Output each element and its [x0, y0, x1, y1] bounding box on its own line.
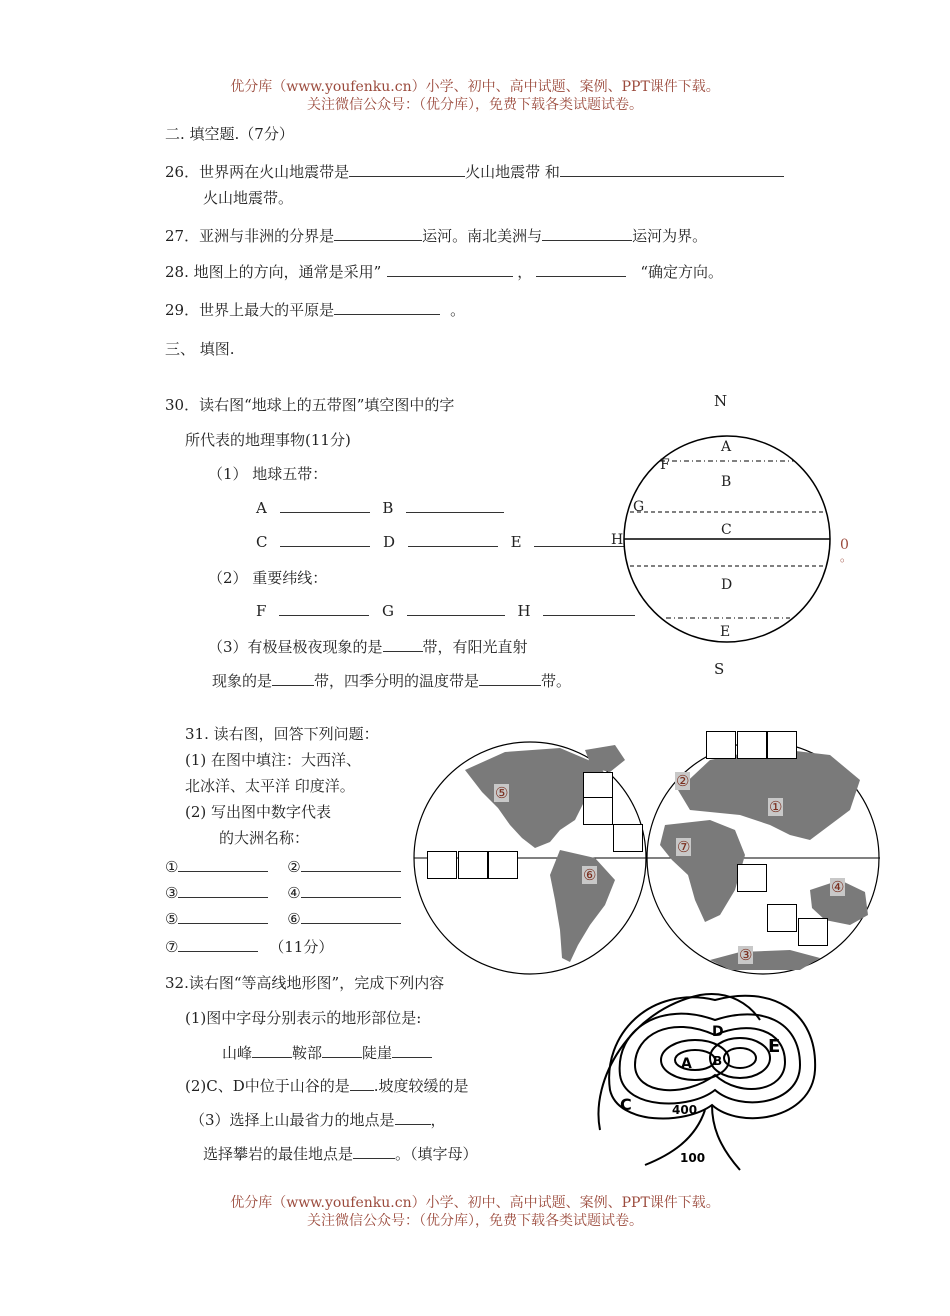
q28-blank-1[interactable]: [387, 262, 513, 277]
label-c: C: [256, 533, 268, 551]
q30-sub3-c: 现象的是: [212, 672, 273, 690]
question-26: [165, 161, 784, 182]
globe-a: A: [721, 439, 732, 455]
q31-n2: ②: [287, 858, 301, 876]
q28-text-c: “确定方向。: [640, 263, 723, 281]
map-label-3: ③: [739, 946, 753, 964]
q32-line5-b: ，: [430, 1111, 446, 1129]
map-label-5: ⑤: [495, 784, 509, 802]
blank-cliff[interactable]: [392, 1043, 432, 1058]
section-3-title: 三、 填图.: [165, 340, 235, 358]
q32-line4-b: .坡度较缓的是: [373, 1077, 469, 1095]
blank-cont-3[interactable]: [178, 883, 268, 898]
q32-line-3: [222, 1042, 432, 1063]
q32-line-2: (1)图中字母分别表示的地形部位是:: [185, 1009, 422, 1027]
q29-blank-1[interactable]: [334, 300, 440, 315]
q31-line-1: 31. 读右图，回答下列问题：: [185, 725, 379, 743]
footer-line-2: 关注微信公众号：（优分库），免费下载各类试题试卷。: [307, 1213, 643, 1229]
label-cliff: 陡崖: [362, 1044, 393, 1062]
q32-line-6: [203, 1143, 478, 1164]
q31-line-2: (1) 在图中填注：大西洋、: [185, 751, 362, 769]
blank-cont-5[interactable]: [178, 909, 268, 924]
blank-a[interactable]: [280, 498, 370, 513]
answer-box-3[interactable]: [767, 731, 797, 759]
q31-n5: ⑤: [165, 910, 179, 928]
q28-blank-2[interactable]: [536, 262, 626, 277]
q26-text-b: 火山地震带 和: [465, 163, 560, 181]
answer-box-11[interactable]: [767, 904, 797, 932]
blank-peak[interactable]: [252, 1043, 292, 1058]
q31-n3: ③: [165, 884, 179, 902]
map-label-2: ②: [676, 772, 690, 790]
q28-text-a: 28. 地图上的方向，通常是采用”: [165, 263, 382, 281]
globe-c: C: [721, 522, 732, 538]
q32-line-1: 32.读右图“等高线地形图”，完成下列内容: [165, 974, 445, 992]
blank-cont-1[interactable]: [178, 857, 268, 872]
question-29: [165, 299, 465, 320]
map-label-4: ④: [831, 878, 845, 896]
q31-line-4: (2) 写出图中数字代表: [185, 803, 332, 821]
q30-sub-3-cont: [212, 670, 571, 691]
globe-b: B: [721, 474, 732, 490]
blank-d[interactable]: [408, 532, 498, 547]
label-b: B: [382, 499, 394, 517]
section-2-title: 二. 填空题.（7分）: [165, 125, 294, 143]
q32-line5-a: （3）选择上山最省力的地点是: [190, 1111, 395, 1129]
q31-n1: ①: [165, 858, 179, 876]
blank-g[interactable]: [407, 601, 505, 616]
answer-box-9[interactable]: [488, 851, 518, 879]
globe-f: F: [660, 457, 670, 473]
contour-label-400: 400: [672, 1103, 698, 1117]
globe-h: H: [611, 532, 624, 548]
answer-box-12[interactable]: [798, 918, 828, 946]
q31-row-3: [165, 909, 401, 928]
label-d: D: [383, 533, 396, 551]
q30-sub-2: （2） 重要纬线：: [208, 569, 328, 587]
blank-saddle[interactable]: [322, 1043, 362, 1058]
header-line-1: 优分库（www.youfenku.cn）小学、初中、高中试题、案例、PPT课件下载。: [230, 79, 720, 95]
q30-sub3-b: 带，有阳光直射: [422, 638, 528, 656]
map-label-7: ⑦: [677, 838, 691, 856]
q29-text-a: 29．世界上最大的平原是: [165, 301, 335, 319]
blank-easiest[interactable]: [395, 1110, 431, 1125]
answer-box-10[interactable]: [737, 864, 767, 892]
contour-label-d: D: [712, 1024, 724, 1040]
q30-sub3-a: （3）有极昼极夜现象的是: [208, 638, 383, 656]
label-g: G: [381, 602, 394, 620]
blank-c[interactable]: [280, 532, 370, 547]
map-label-1: ①: [769, 798, 783, 816]
q27-blank-1[interactable]: [334, 226, 422, 241]
q27-blank-2[interactable]: [542, 226, 632, 241]
q26-text-c: 火山地震带。: [203, 189, 294, 207]
q27-text-b: 运河。南北美洲与: [422, 227, 543, 245]
blank-climbing[interactable]: [353, 1144, 395, 1159]
q32-line6-b: 。（填字母）: [395, 1145, 478, 1163]
map-label-6: ⑥: [583, 866, 597, 884]
q31-row-2: [165, 883, 401, 902]
answer-box-6[interactable]: [613, 824, 643, 852]
blank-cont-6[interactable]: [301, 909, 401, 924]
blank-cont-7[interactable]: [178, 937, 258, 952]
contour-label-100: 100: [680, 1151, 706, 1165]
contour-label-c: C: [620, 1095, 632, 1114]
q27-text-c: 运河为界。: [632, 227, 708, 245]
label-peak: 山峰: [222, 1044, 253, 1062]
contour-label-a: A: [681, 1056, 692, 1072]
q31-line-5: 的大洲名称：: [219, 829, 310, 847]
blank-cont-2[interactable]: [301, 857, 401, 872]
answer-box-7[interactable]: [427, 851, 457, 879]
q30-sub-3: [208, 636, 528, 657]
q26-blank-2[interactable]: [560, 162, 784, 177]
q31-row-4: [165, 936, 333, 957]
q30-sub3-d: 带，四季分明的温度带是: [314, 672, 480, 690]
contour-label-e: E: [768, 1036, 781, 1057]
q31-n4: ④: [287, 884, 301, 902]
q26-text-a: 26．世界两在火山地震带是: [165, 163, 350, 181]
blank-cont-4[interactable]: [301, 883, 401, 898]
blank-tropical[interactable]: [272, 671, 314, 686]
q30-sub3-e: 带。: [541, 672, 572, 690]
q30-sub-1: （1） 地球五带：: [208, 465, 328, 483]
globe-e: E: [720, 624, 731, 640]
q31-line-3: 北冰洋、太平洋 印度洋。: [185, 777, 355, 795]
q31-score: （11分）: [269, 938, 334, 956]
q32-line4-a: (2)C、D中位于山谷的是: [185, 1077, 350, 1095]
globe-s: S: [714, 660, 725, 678]
label-saddle: 鞍部: [292, 1044, 323, 1062]
blank-polar[interactable]: [383, 637, 423, 652]
contour-map: [590, 980, 830, 1175]
blank-b[interactable]: [406, 498, 504, 513]
q26-blank-1[interactable]: [349, 162, 465, 177]
answer-box-8[interactable]: [458, 851, 488, 879]
footer-line-1: 优分库（www.youfenku.cn）小学、初中、高中试题、案例、PPT课件下载。: [230, 1195, 720, 1211]
answer-box-4[interactable]: [583, 772, 613, 800]
label-f: F: [256, 602, 267, 620]
label-a: A: [256, 499, 267, 517]
q31-row-1: [165, 857, 401, 876]
contour-label-b: B: [713, 1054, 723, 1068]
q28-text-b: ，: [517, 263, 533, 281]
answer-box-1[interactable]: [706, 731, 736, 759]
label-e: E: [510, 533, 522, 551]
q32-line-5: [190, 1109, 446, 1130]
question-28: [165, 261, 723, 282]
q30-zones-row-1: [256, 498, 504, 517]
question-27: [165, 225, 707, 246]
answer-box-5[interactable]: [583, 797, 613, 825]
label-h: H: [517, 602, 531, 620]
q27-text-a: 27．亚洲与非洲的分界是: [165, 227, 335, 245]
globe-n: N: [714, 392, 728, 410]
q32-line6-a: 选择攀岩的最佳地点是: [203, 1145, 354, 1163]
header-line-2: 关注微信公众号：（优分库），免费下载各类试题试卷。: [307, 97, 643, 113]
globe-g: G: [633, 499, 645, 515]
q31-n6: ⑥: [287, 910, 301, 928]
q30-line-2: 所代表的地理事物(11分): [185, 431, 351, 449]
blank-f[interactable]: [279, 601, 369, 616]
q32-line-4: [185, 1075, 469, 1096]
q31-n7: ⑦: [165, 938, 179, 956]
five-zones-globe: [600, 380, 860, 690]
q30-zones-row-2: [256, 532, 624, 551]
globe-d: D: [721, 577, 733, 593]
globe-zero: 0: [840, 537, 849, 553]
blank-valley[interactable]: [350, 1076, 374, 1091]
answer-box-2[interactable]: [737, 731, 767, 759]
q30-line-1: 30．读右图“地球上的五带图”填空图中的字: [165, 396, 455, 414]
q29-text-b: 。: [450, 301, 466, 319]
valley-line-1: [712, 1105, 740, 1170]
blank-temperate[interactable]: [479, 671, 541, 686]
q30-lines-row: [256, 601, 635, 620]
globe-degree: 。: [840, 550, 853, 564]
